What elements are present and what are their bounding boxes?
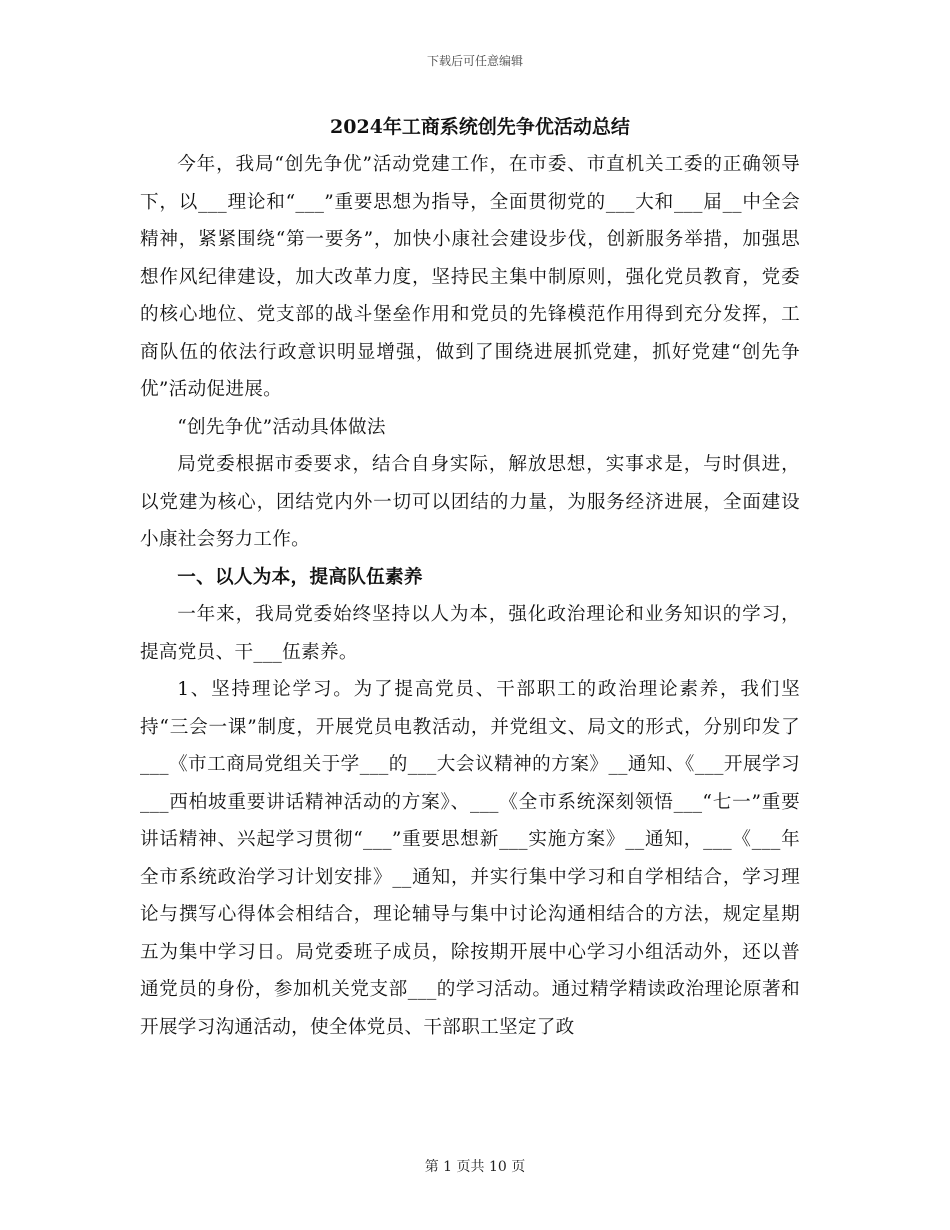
intro-paragraph: 今年，我局“创先争优”活动党建工作，在市委、市直机关工委的正确领导下，以___理论和“___”重要思想为指导，全面贯彻党的___大和___届__中全会精神，紧紧围绕“第一要务”，加快小康社会建设步伐，创新服务举措，加强思想作风纪律建设，加大改革力度，坚持民主集中制原则，强化党员教育，党委的核心地位、党支部的战斗堡垒作用和党员的先锋模范作用得到充分发挥，工商队伍的依法行政意识明显增强，做到了围绕进展抓党建，抓好党建“创先争优”活动促进展。 <box>140 154 800 400</box>
section-1-paragraph: 一年来，我局党委始终坚持以人为本，强化政治理论和业务知识的学习，提高党员、干___伍素养。 <box>140 604 800 663</box>
method-paragraph: 局党委根据市委要求，结合自身实际，解放思想，实事求是，与时俱进，以党建为核心，团结党内外一切可以团结的力量，为服务经济进展，全面建设小康社会努力工作。 <box>140 454 800 550</box>
theory-study-paragraph: 1、坚持理论学习。为了提高党员、干部职工的政治理论素养，我们坚持“三会一课”制度，开展党员电教活动，并党组文、局文的形式，分别印发了___《市工商局党组关于学___的___大会议精神的方案》__通知、《___开展学习___西柏坡重要讲话精神活动的方案》、___《全市系统深刻领悟___“七一”重要讲话精神、兴起学习贯彻“___”重要思想新___实施方案》__通知，___《___年全市系统政治学习计划安排》__通知，并实行集中学习和自学相结合，学习理论与撰写心得体会相结合，理论辅导与集中讨论沟通相结合的方法，规定星期五为集中学习日。局党委班子成员，除按期开展中心学习小组活动外，还以普通党员的身份，参加机关党支部___的学习活动。通过精学精读政治理论原著和开展学习沟通活动，使全体党员、干部职工坚定了政 <box>140 679 800 1038</box>
section-subtitle: “创先争优”活动具体做法 <box>177 416 386 438</box>
page-footer: 第 1 页共 10 页 <box>424 1159 526 1175</box>
document-body <box>140 112 800 1046</box>
section-heading-1: 一、以人为本，提高队伍素养 <box>177 566 423 588</box>
document-title: 2024年工商系统创先争优活动总结 <box>330 116 630 138</box>
header-note: 下载后可任意编辑 <box>426 54 523 68</box>
